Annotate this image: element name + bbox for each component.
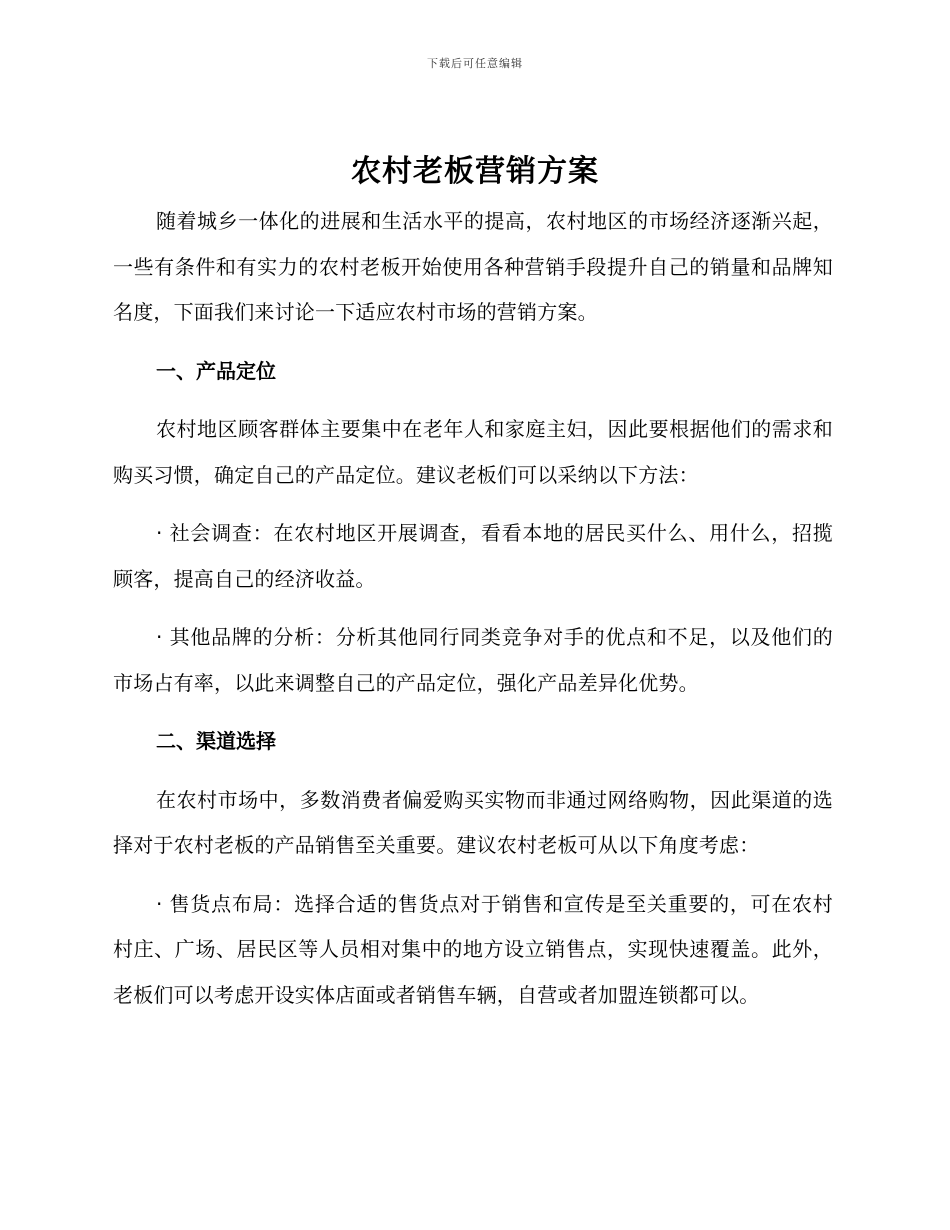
spacer — [113, 869, 833, 882]
section2-paragraph: 在农村市场中，多数消费者偏爱购买实物而非通过网络购物，因此渠道的选择对于农村老板的产品销售至关重要。建议农村老板可从以下角度考虑： — [113, 787, 833, 857]
spacer — [113, 706, 833, 719]
section1-bullet-competitor-analysis: · 其他品牌的分析：分析其他同行同类竞争对手的优点和不足，以及他们的市场占有率，以此来调整自己的产品定位，强化产品差异化优势。 — [113, 625, 833, 695]
document-title: 农村老板营销方案 — [351, 154, 599, 189]
spacer — [113, 602, 833, 615]
intro-paragraph: 随着城乡一体化的进展和生活水平的提高，农村地区的市场经济逐渐兴起，一些有条件和有实力的农村老板开始使用各种营销手段提升自己的销量和品牌知名度，下面我们来讨论一下适应农村市场的营销方案。 — [113, 209, 833, 324]
header-note: 下载后可任意编辑 — [427, 57, 523, 70]
section-heading-product-positioning: 一、产品定位 — [156, 358, 276, 383]
section1-paragraph: 农村地区顾客群体主要集中在老年人和家庭主妇，因此要根据他们的需求和购买习惯，确定自己的产品定位。建议老板们可以采纳以下方法： — [113, 417, 833, 487]
spacer — [113, 498, 833, 511]
section-heading-channel-selection: 二、渠道选择 — [156, 729, 276, 753]
document-body — [113, 199, 833, 1018]
spacer — [113, 765, 833, 778]
spacer — [113, 336, 833, 349]
section1-bullet-survey: · 社会调查：在农村地区开展调查，看看本地的居民买什么、用什么，招揽顾客，提高自己的经济收益。 — [113, 521, 833, 591]
spacer — [113, 394, 833, 407]
section2-bullet-sales-points: · 售货点布局：选择合适的售货点对于销售和宣传是至关重要的，可在农村村庄、广场、居民区等人员相对集中的地方设立销售点，实现快速覆盖。此外，老板们可以考虑开设实体店面或者销售车辆，自营或者加盟连锁都可以。 — [113, 891, 833, 1007]
